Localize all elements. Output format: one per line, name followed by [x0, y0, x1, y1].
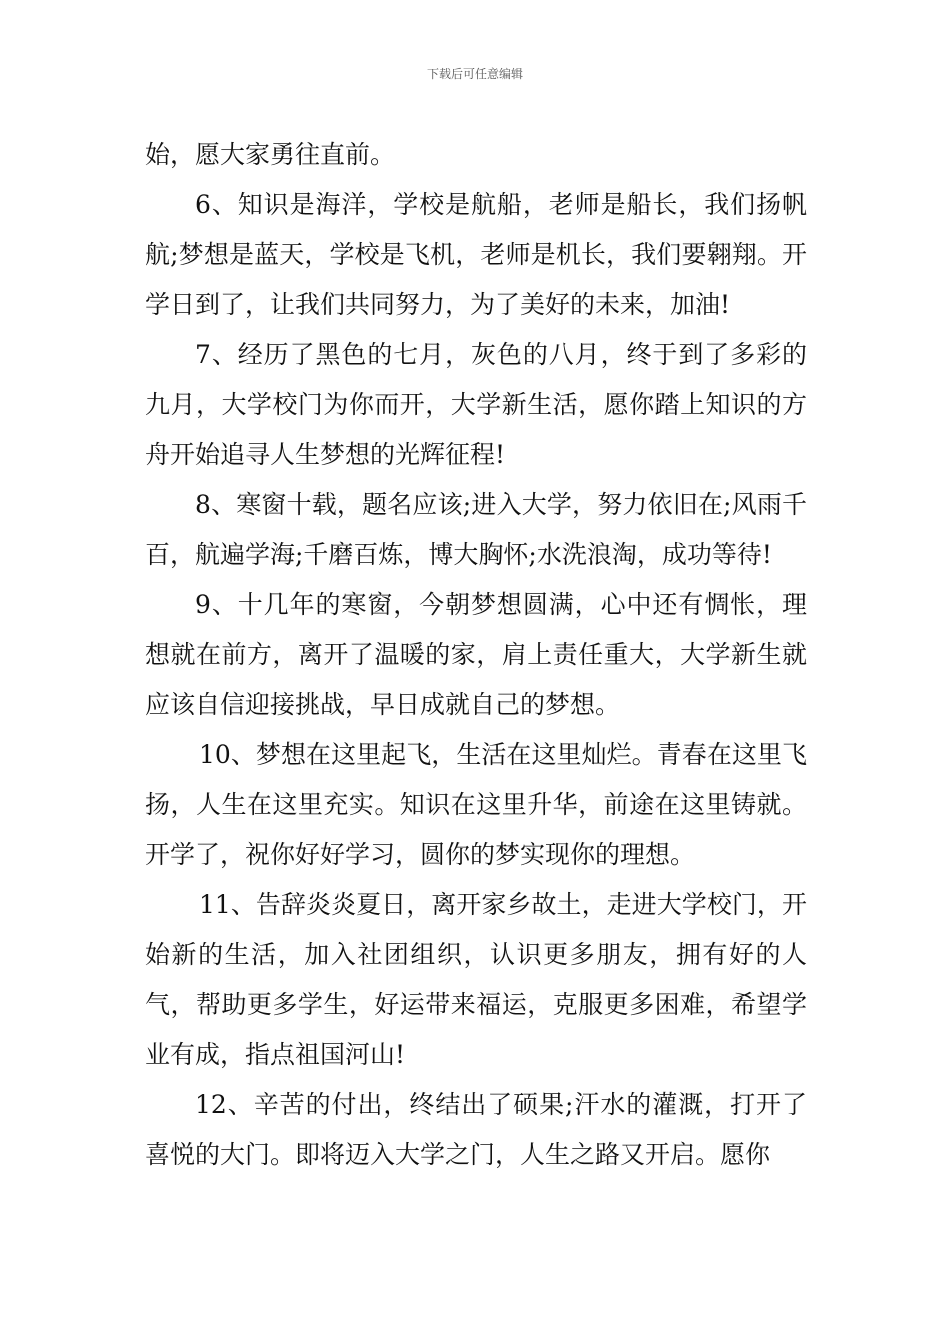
- document-body: [145, 130, 807, 1180]
- paragraph-8: 8、寒窗十载，题名应该;进入大学，努力依旧在;风雨千百，航遍学海;千磨百炼，博大胸怀;水洗浪淘，成功等待!: [145, 490, 807, 569]
- paragraph-7: 7、经历了黑色的七月，灰色的八月，终于到了多彩的九月，大学校门为你而开，大学新生活，愿你踏上知识的方舟开始追寻人生梦想的光辉征程!: [145, 340, 807, 469]
- paragraph-6: 6、知识是海洋，学校是航船，老师是船长，我们扬帆航;梦想是蓝天，学校是飞机，老师是机长，我们要翱翔。开学日到了，让我们共同努力，为了美好的未来，加油!: [145, 190, 807, 319]
- paragraph-9: 9、十几年的寒窗，今朝梦想圆满，心中还有惆怅，理想就在前方，离开了温暖的家，肩上责任重大，大学新生就应该自信迎接挑战，早日成就自己的梦想。: [145, 590, 807, 719]
- header-note: 下载后可任意编辑: [426, 67, 523, 81]
- paragraph-10: 10、梦想在这里起飞，生活在这里灿烂。青春在这里飞扬，人生在这里充实。知识在这里升华，前途在这里铸就。开学了，祝你好好学习，圆你的梦实现你的理想。: [145, 740, 807, 869]
- paragraph-11: 11、告辞炎炎夏日，离开家乡故土，走进大学校门，开始新的生活，加入社团组织，认识更多朋友，拥有好的人气，帮助更多学生，好运带来福运，克服更多困难，希望学业有成，指点祖国河山!: [145, 890, 807, 1069]
- paragraph-12: 12、辛苦的付出，终结出了硕果;汗水的灌溉，打开了喜悦的大门。即将迈入大学之门，人生之路又开启。愿你: [145, 1090, 807, 1169]
- paragraph-continuation: 始，愿大家勇往直前。: [145, 140, 396, 169]
